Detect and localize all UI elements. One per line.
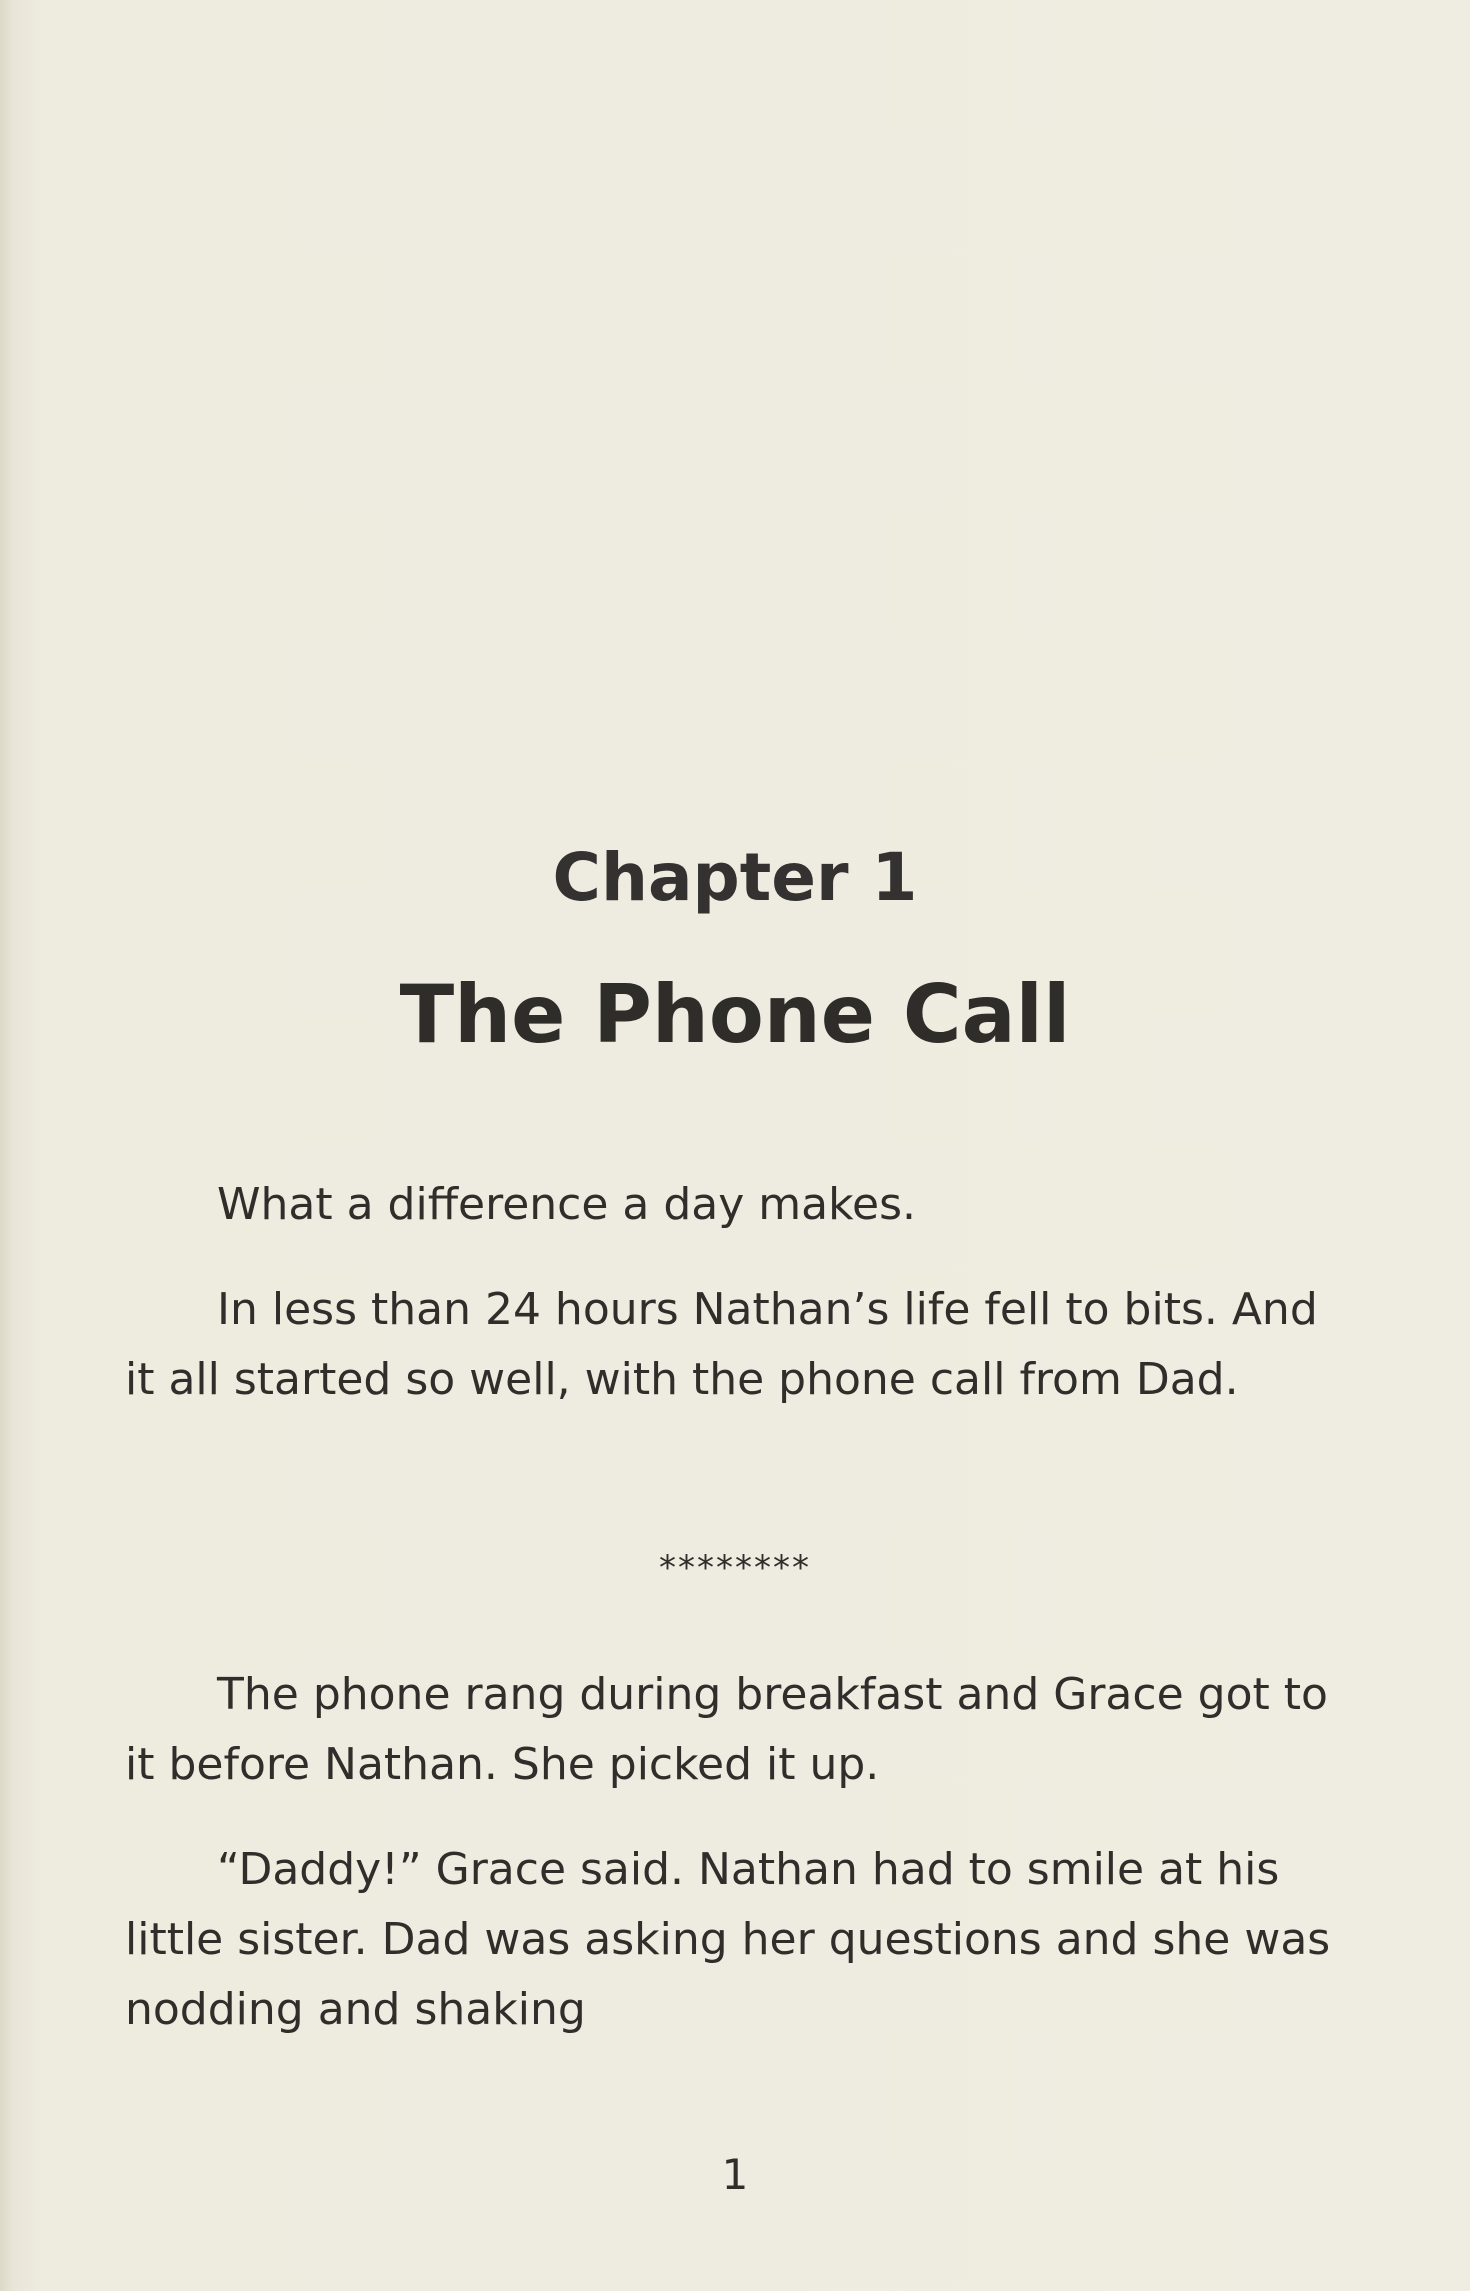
paragraph-3: The phone rang during breakfast and Grace got to it before Nathan. She picked it up. — [125, 1669, 1328, 1790]
page-number: 1 — [721, 2150, 749, 2199]
paragraph-2: In less than 24 hours Nathan’s life fell to bits. And it all started so well, with the phone call from Dad. — [125, 1284, 1318, 1405]
chapter-number: Chapter 1 — [552, 839, 918, 916]
scene-separator: ******** — [659, 1548, 811, 1588]
chapter-title: The Phone Call — [399, 968, 1071, 1061]
paragraph-1: What a difference a day makes. — [217, 1179, 916, 1230]
paragraph-4: “Daddy!” Grace said. Nathan had to smile at his little sister. Dad was asking her questions and she was nodding and shaking — [125, 1844, 1331, 2035]
